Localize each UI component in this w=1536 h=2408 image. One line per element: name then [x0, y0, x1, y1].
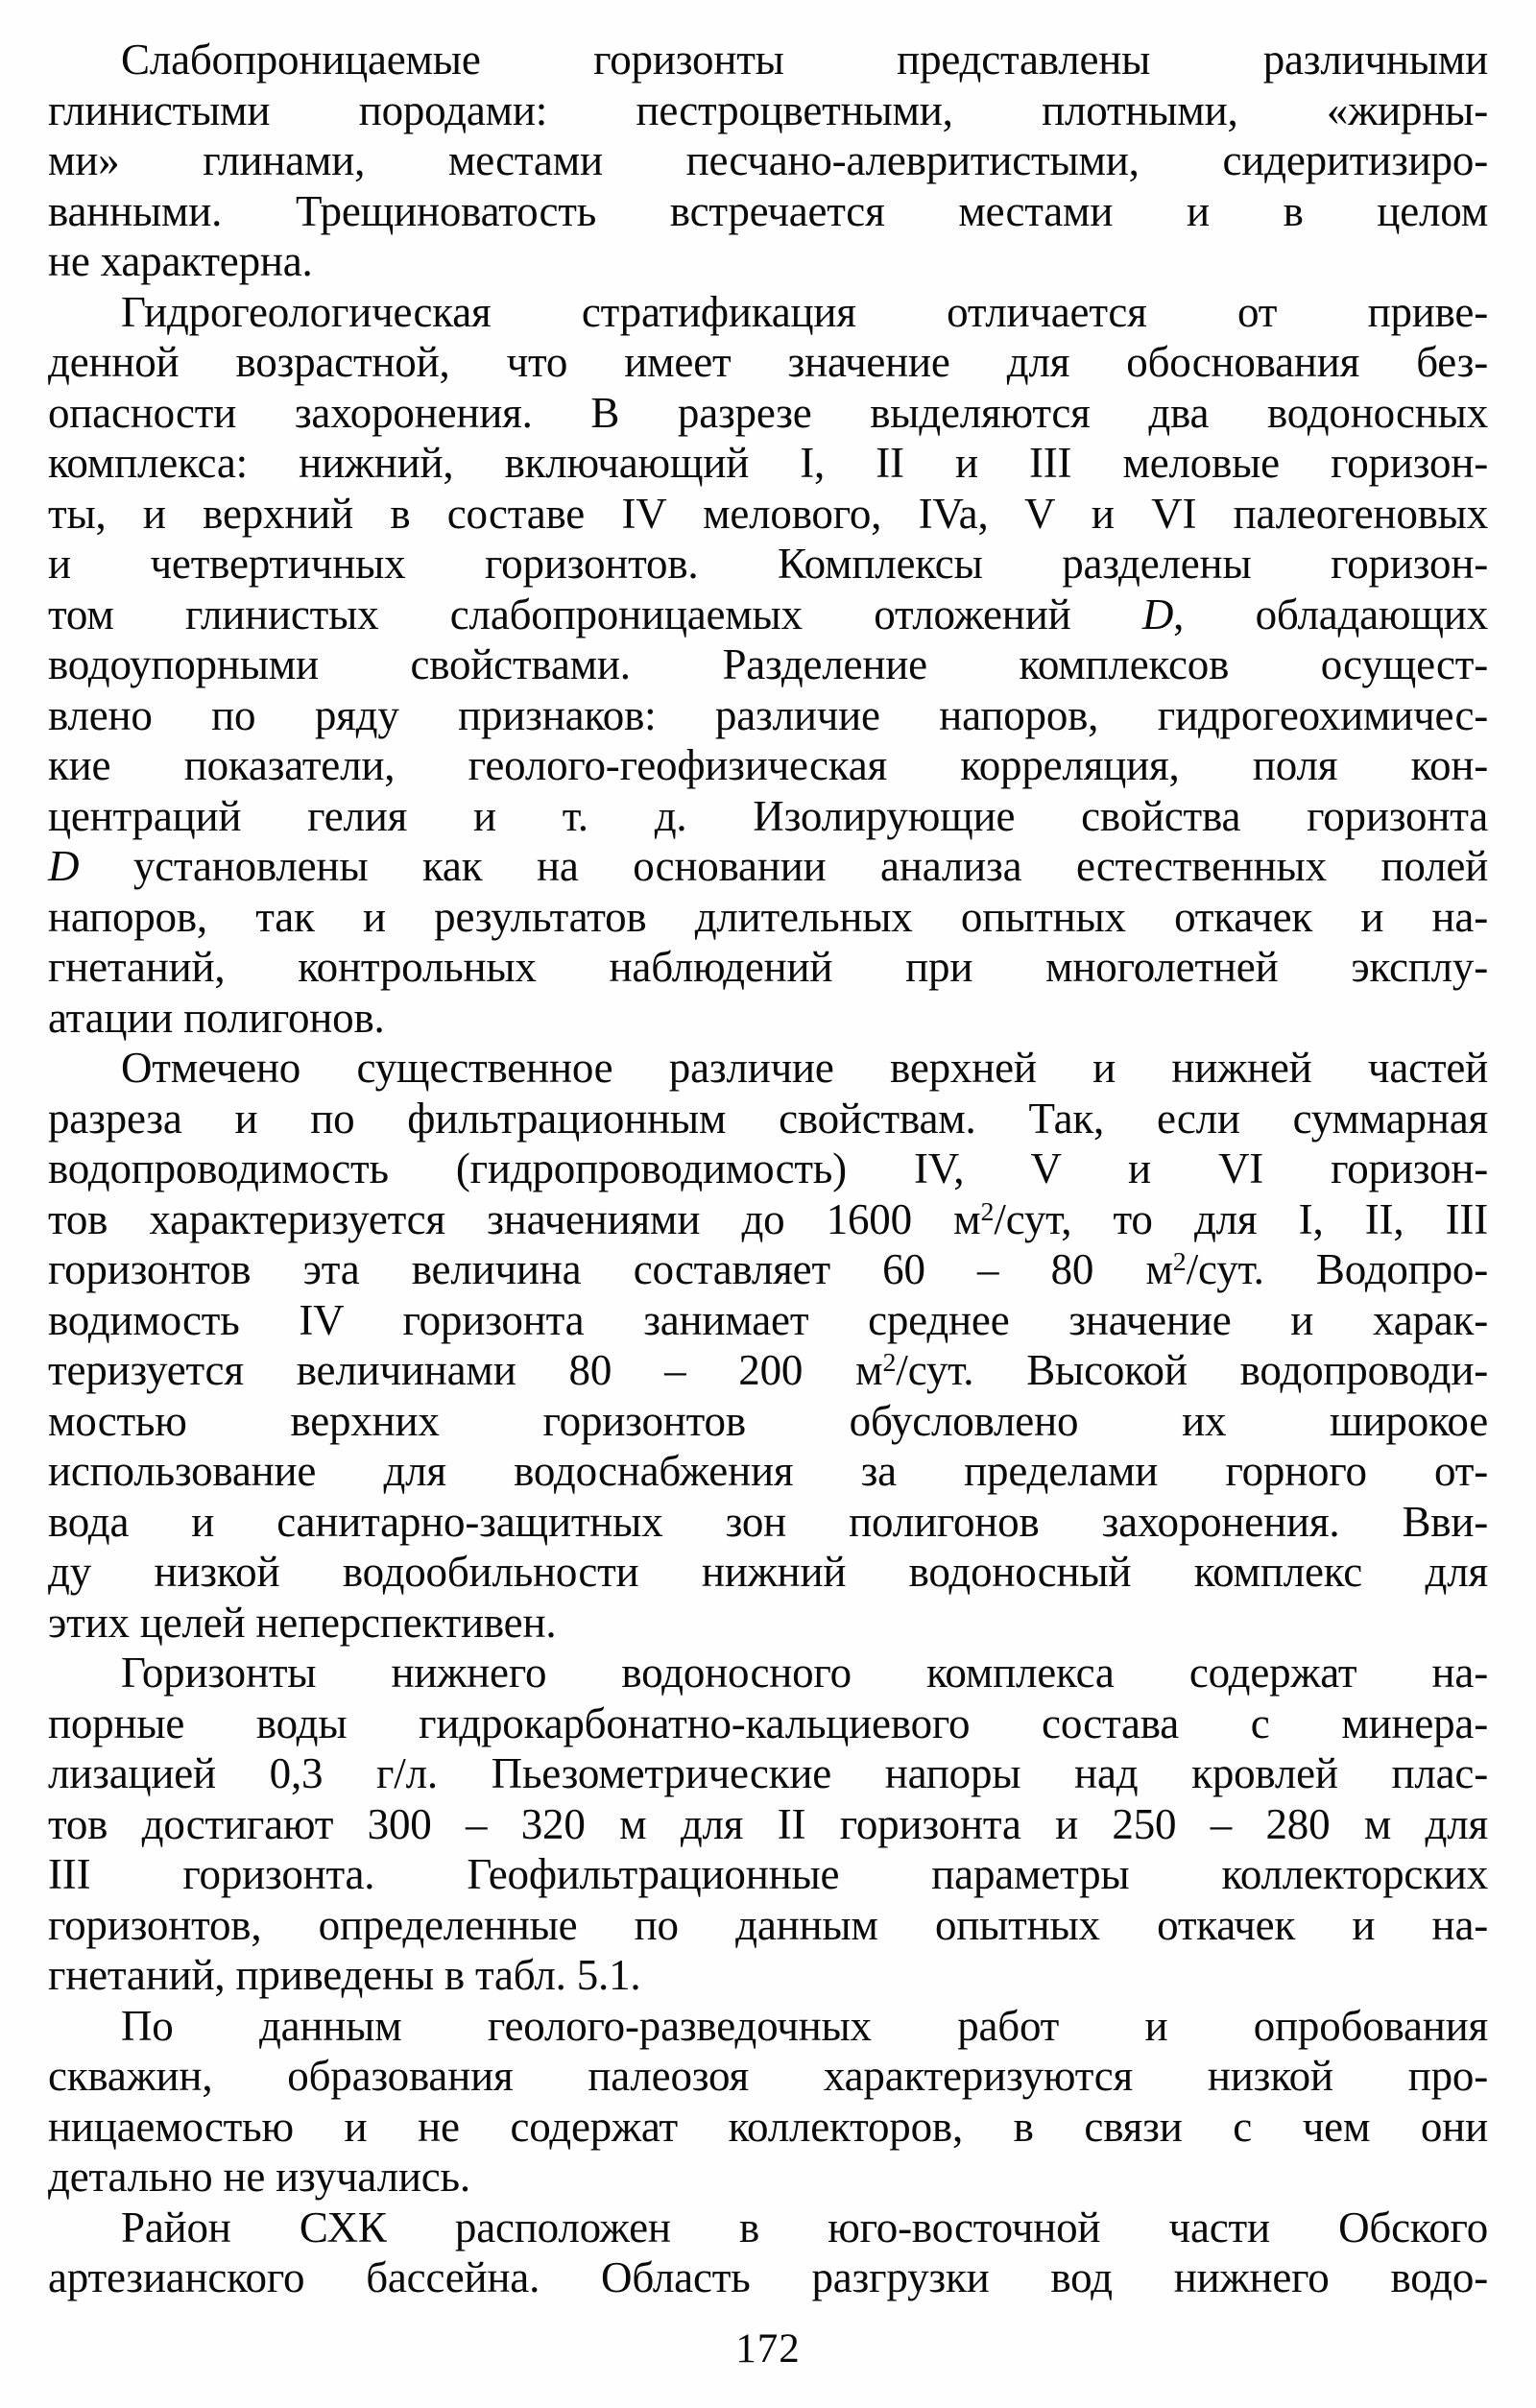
text-line: и четвертичных горизонтов. Комплексы разделены горизон- [48, 540, 1488, 588]
paragraph [48, 287, 1488, 1044]
text-line: ванными. Трещиноватость встречается местами и в целом [48, 186, 1488, 235]
text-line: влено по ряду признаков: различие напоров, гидрогеохимичес- [48, 690, 1488, 739]
text-line: Район СХК расположен в юго-восточной части Обского [121, 2203, 1488, 2251]
text-line: D установлены как на основании анализа естественных полей [48, 842, 1488, 890]
text-line: денной возрастной, что имеет значение для обоснования без- [48, 338, 1488, 386]
text-line: водимость IV горизонта занимает среднее значение и харак- [48, 1295, 1488, 1344]
text-line: использование для водоснабжения за пределами горного от- [48, 1447, 1488, 1495]
paragraph [48, 35, 1488, 287]
text-line: гнетаний, приведены в табл. 5.1. [48, 1951, 641, 1999]
text-line: тов достигают 300 – 320 м для II горизонта и 250 – 280 м для [48, 1799, 1488, 1848]
text-line: том глинистых слабопроницаемых отложений D, обладающих [48, 590, 1488, 638]
text-line: гнетаний, контрольных наблюдений при многолетней эксплу- [48, 943, 1488, 991]
text-line: горизонтов, определенные по данным опытных откачек и на- [48, 1900, 1488, 1949]
text-line: мостью верхних горизонтов обусловлено их широкое [48, 1396, 1488, 1445]
text-line: ты, и верхний в составе IV мелового, IVa, V и VI палеогеновых [48, 489, 1488, 538]
page-number: 172 [735, 2326, 801, 2372]
paragraph [48, 1043, 1488, 1648]
text-line: ми» глинами, местами песчано-алевритистыми, сидеритизиро- [48, 136, 1488, 184]
text-line: Гидрогеологическая стратификация отличается от приве- [121, 287, 1488, 336]
text-line: не характерна. [48, 237, 313, 285]
text-line: центраций гелия и т. д. Изолирующие свойства горизонта [48, 791, 1488, 840]
text-line: разреза и по фильтрационным свойствам. Так, если суммарная [48, 1094, 1488, 1143]
text-line: Слабопроницаемые горизонты представлены различными [121, 36, 1488, 84]
text-line: горизонтов эта величина составляет 60 – 80 $м^2$/сут. Водопро- [48, 1245, 1489, 1293]
text-line: атации полигонов. [48, 993, 385, 1042]
text-line: лизацией 0,3 г/л. Пьезометрические напоры над кровлей плас- [48, 1749, 1488, 1797]
text-line: артезианского бассейна. Область разгрузки вод нижнего водо- [48, 2253, 1488, 2301]
text-line: ницаемостью и не содержат коллекторов, в связи с чем они [48, 2102, 1488, 2151]
paragraph [48, 2203, 1488, 2303]
text-line: напоров, так и результатов длительных опытных откачек и на- [48, 892, 1488, 941]
text-line: Отмечено существенное различие верхней и нижней частей [121, 1044, 1488, 1092]
paragraph [48, 1648, 1488, 2001]
paragraph [48, 2001, 1488, 2203]
text-line: опасности захоронения. В разрезе выделяются два водоносных [48, 388, 1488, 437]
text-block [48, 35, 1488, 2303]
text-line: ду низкой водообильности нижний водоносный комплекс для [48, 1548, 1488, 1596]
text-line: скважин, образования палеозоя характеризуются низкой про- [48, 2052, 1488, 2100]
text-line: теризуется величинами 80 – 200 $м^2$/сут. Высокой водопроводи- [48, 1346, 1488, 1394]
text-line: комплекса: нижний, включающий I, II и III меловые горизон- [48, 439, 1488, 487]
text-line: тов характеризуется значениями до 1600 $м^2$/сут, то для I, II, III [48, 1194, 1488, 1243]
text-line: детально не изучались. [48, 2153, 470, 2201]
text-line: Горизонты нижнего водоносного комплекса содержат на- [121, 1649, 1488, 1697]
text-line: По данным геолого-разведочных работ и опробования [121, 2001, 1488, 2050]
text-line: порные воды гидрокарбонатно-кальциевого состава с минера- [48, 1698, 1488, 1747]
text-line: водоупорными свойствами. Разделение комплексов осущест- [48, 640, 1488, 688]
text-line: этих целей неперспективен. [48, 1598, 557, 1647]
text-line: III горизонта. Геофильтрационные параметры коллекторских [48, 1850, 1488, 1898]
text-line: вода и санитарно-защитных зон полигонов захоронения. Вви- [48, 1497, 1488, 1546]
text-line: глинистыми породами: пестроцветными, плотными, «жирны- [48, 85, 1488, 134]
text-line: кие показатели, геолого-геофизическая корреляция, поля кон- [48, 741, 1488, 789]
text-line: водопроводимость (гидропроводимость) IV, V и VI горизон- [48, 1144, 1488, 1192]
